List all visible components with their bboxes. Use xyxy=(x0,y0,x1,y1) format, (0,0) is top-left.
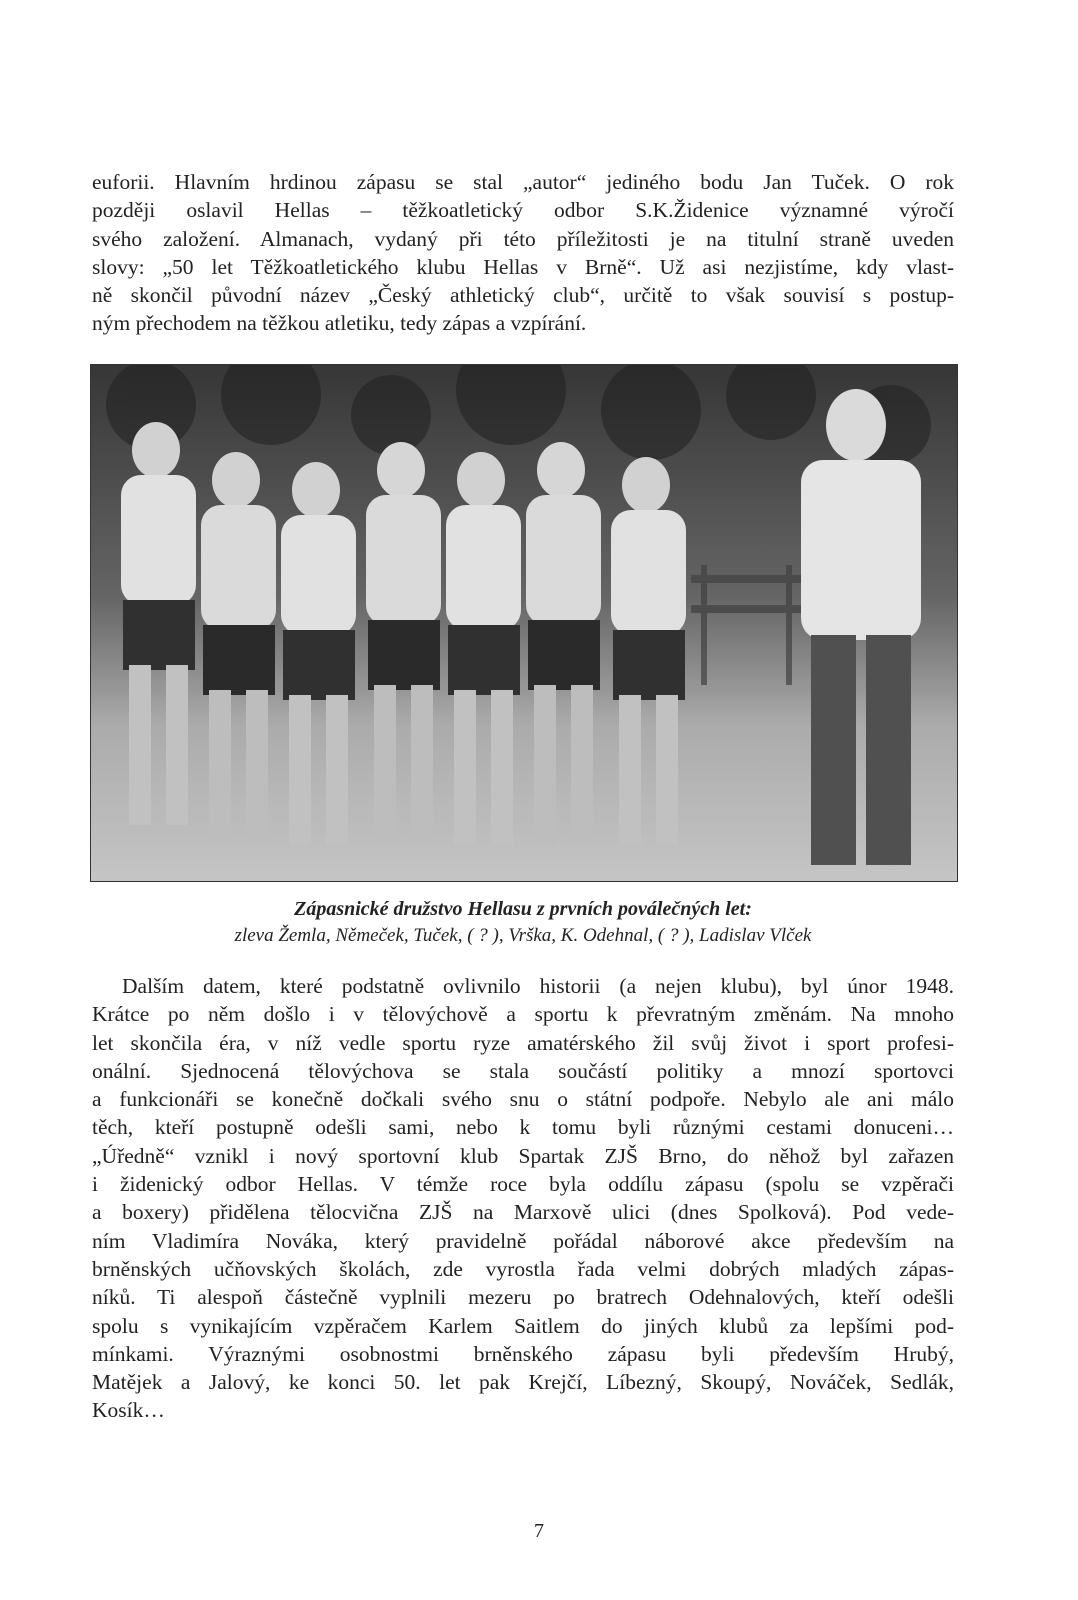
paragraph-top xyxy=(92,168,954,338)
text-line: ním Vladimíra Nováka, který pravidelně pořádal náborové akce především na xyxy=(92,1228,954,1253)
text-line: „Úředně“ vznikl i nový sportovní klub Spartak ZJŠ Brno, do něhož byl zařazen xyxy=(92,1143,954,1168)
text-line: a boxery) přidělena tělocvična ZJŠ na Marxově ulici (dnes Spolková). Pod vede- xyxy=(92,1200,954,1225)
text-line: spolu s vynikajícím vzpěračem Karlem Saitlem do jiných klubů za lepšími pod- xyxy=(92,1313,954,1338)
team-photo-image xyxy=(91,365,957,881)
text-line: Krátce po něm došlo i v tělovýchově a sportu k převratným změnám. Na mnoho xyxy=(92,1002,954,1027)
text-line: euforii. Hlavním hrdinou zápasu se stal „autor“ jediného bodu Jan Tuček. O rok xyxy=(92,170,954,194)
text-line: Kosík… xyxy=(92,1398,165,1423)
text-line: onální. Sjednocená tělovýchova se stala součástí politiky a mnozí sportovci xyxy=(92,1058,954,1083)
text-line: těch, kteří postupně odešli sami, nebo k tomu byli různými cestami donuceni… xyxy=(92,1115,954,1140)
text-line: ně skončil původní název „Český athletický club“, určitě to však souvisí s postup- xyxy=(92,283,954,308)
text-line: níků. Ti alespoň částečně vyplnili mezeru po bratrech Odehnalových, kteří odešli xyxy=(92,1285,954,1310)
text-line: let skončila éra, v níž vedle sportu ryze amatérského žil svůj život i sport profesi- xyxy=(92,1030,954,1055)
photo-caption-names: zleva Žemla, Němeček, Tuček, ( ? ), Vrška, K. Odehnal, ( ? ), Ladislav Vlček xyxy=(234,925,812,946)
text-line: i židenický odbor Hellas. V témže roce byla oddílu zápasu (spolu se vzpěrači xyxy=(92,1172,954,1197)
text-line: svého založení. Almanach, vydaný při této příležitosti je na titulní straně uveden xyxy=(92,226,954,251)
text-line: později oslavil Hellas – těžkoatletický odbor S.K.Židenice významné výročí xyxy=(92,198,954,223)
team-photo xyxy=(90,364,958,882)
text-line: mínkami. Výraznými osobnostmi brněnského zápasu byli především Hrubý, xyxy=(92,1341,954,1366)
page-number: 7 xyxy=(534,1520,544,1542)
text-line: Dalším datem, které podstatně ovlivnilo historii (a nejen klubu), byl únor 1948. xyxy=(122,974,954,998)
photo-caption-title: Zápasnické družstvo Hellasu z prvních poválečných let: xyxy=(294,898,752,920)
paragraph-bottom xyxy=(92,972,954,1425)
text-line: brněnských učňovských školách, zde vyrostla řada velmi dobrých mladých zápas- xyxy=(92,1256,954,1281)
text-line: a funkcionáři se konečně dočkali svého snu o státní podpoře. Nebylo ale ani málo xyxy=(92,1087,954,1112)
text-line: ným přechodem na těžkou atletiku, tedy zápas a vzpírání. xyxy=(92,311,587,336)
text-line: Matějek a Jalový, ke konci 50. let pak Krejčí, Líbezný, Skoupý, Nováček, Sedlák, xyxy=(92,1370,954,1395)
text-line: slovy: „50 let Těžkoatletického klubu Hellas v Brně“. Už asi nezjistíme, kdy vlast- xyxy=(92,254,954,279)
